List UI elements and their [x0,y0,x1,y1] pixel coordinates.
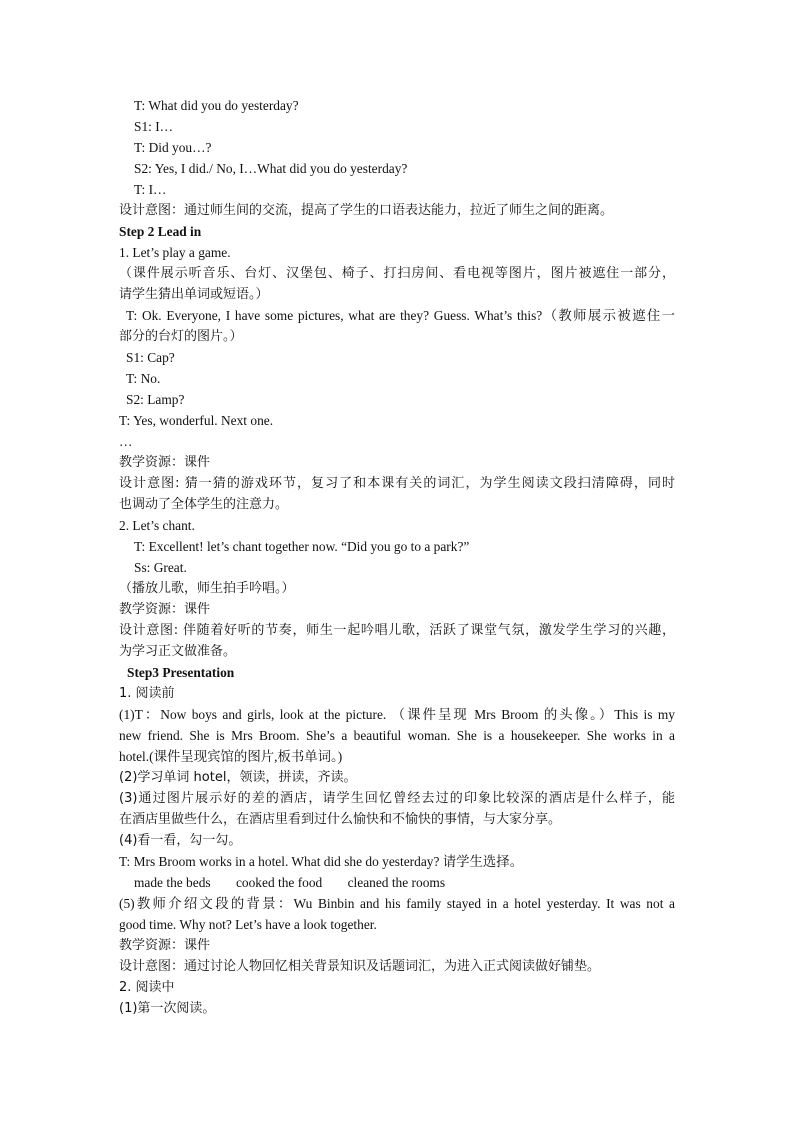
dialog-line: S1: I… [134,119,174,134]
design-intent: 设计意图：通过讨论人物回忆相关背景知识及话题词汇，为进入正式阅读做好铺垫。 [119,959,601,974]
paragraph-line: (4)看一看，勾一勾。 [119,833,242,848]
design-intent: 为学习正文做准备。 [119,644,237,659]
subsection-heading: 1. 阅读前 [119,686,175,701]
activity-title: 1. Let’s play a game. [119,245,231,260]
activity-title: 2. Let’s chant. [119,518,195,533]
paragraph-line: 部分的台灯的图片。） [119,329,243,344]
option-cooked-the-food: cooked the food [235,875,323,890]
paragraph-line: new friend. She is Mrs Broom. She’s a beautiful woman. She is a housekeeper. She works in a [119,728,675,743]
teaching-resource: 教学资源：课件 [119,455,211,470]
dialog-line: T: What did you do yesterday? [134,98,299,113]
design-intent: 设计意图: 伴随着好听的节奏，师生一起吟唱儿歌，活跃了课堂气氛，激发学生学习的兴趣， [119,623,675,638]
teaching-resource: 教学资源：课件 [119,602,211,617]
dialog-line: T: Yes, wonderful. Next one. [119,413,274,428]
dialog-line: S1: Cap? [126,350,175,365]
paragraph-line: T: Mrs Broom works in a hotel. What did she do yesterday? 请学生选择。 [119,854,524,869]
teaching-resource: 教学资源：课件 [119,938,211,953]
dialog-line: T: I… [134,182,167,197]
section-heading: Step3 Presentation [127,665,235,680]
ellipsis-line: … [119,434,133,449]
design-intent: 也调动了全体学生的注意力。 [119,497,289,512]
dialog-line: S2: Yes, I did./ No, I…What did you do yesterday? [134,161,408,176]
dialog-line: T: Did you…? [134,140,212,155]
section-heading: Step 2 Lead in [119,224,202,239]
option-list [134,873,467,893]
option-cleaned-the-rooms: cleaned the rooms [347,875,446,890]
paragraph-line: good time. Why not? Let’s have a look together. [119,917,377,932]
dialog-line: T: Ok. Everyone, I have some pictures, what are they? Guess. What’s this?（教师展示被遮住一 [126,308,675,323]
dialog-line: T: Excellent! let’s chant together now. “Did you go to a park?” [134,539,470,554]
option-made-the-beds: made the beds [134,875,211,890]
design-intent: 设计意图：通过师生间的交流，提高了学生的口语表达能力，拉近了师生之间的距离。 [119,203,614,218]
dialog-line: S2: Lamp? [126,392,185,407]
paragraph-line: (2)学习单词 hotel，领读，拼读，齐读。 [119,770,357,785]
paragraph-line: hotel.(课件呈现宾馆的图片,板书单词。) [119,749,343,764]
paragraph-line: 请学生猜出单词或短语。） [119,287,269,302]
paragraph-line: 在酒店里做些什么，在酒店里看到过什么愉快和不愉快的事情，与大家分享。 [119,812,562,827]
subsection-heading: 2. 阅读中 [119,980,175,995]
dialog-line: Ss: Great. [134,560,187,575]
paragraph-line: （播放儿歌，师生拍手吟唱。） [119,581,295,596]
paragraph-line: （课件展示听音乐、台灯、汉堡包、椅子、打扫房间、看电视等图片，图片被遮住一部分， [119,266,675,281]
paragraph-line: (1)T：Now boys and girls, look at the picture. （课件呈现 Mrs Broom 的头像。）This is my [119,707,675,722]
paragraph-line: (3)通过图片展示好的差的酒店，请学生回忆曾经去过的印象比较深的酒店是什么样子，能 [119,791,675,806]
paragraph-line: (5)教师介绍文段的背景：Wu Binbin and his family stayed in a hotel yesterday. It was not a [119,896,675,911]
paragraph-line: (1)第一次阅读。 [119,1001,216,1016]
design-intent: 设计意图: 猜一猜的游戏环节，复习了和本课有关的词汇，为学生阅读文段扫清障碍，同时 [119,476,675,491]
dialog-line: T: No. [126,371,161,386]
